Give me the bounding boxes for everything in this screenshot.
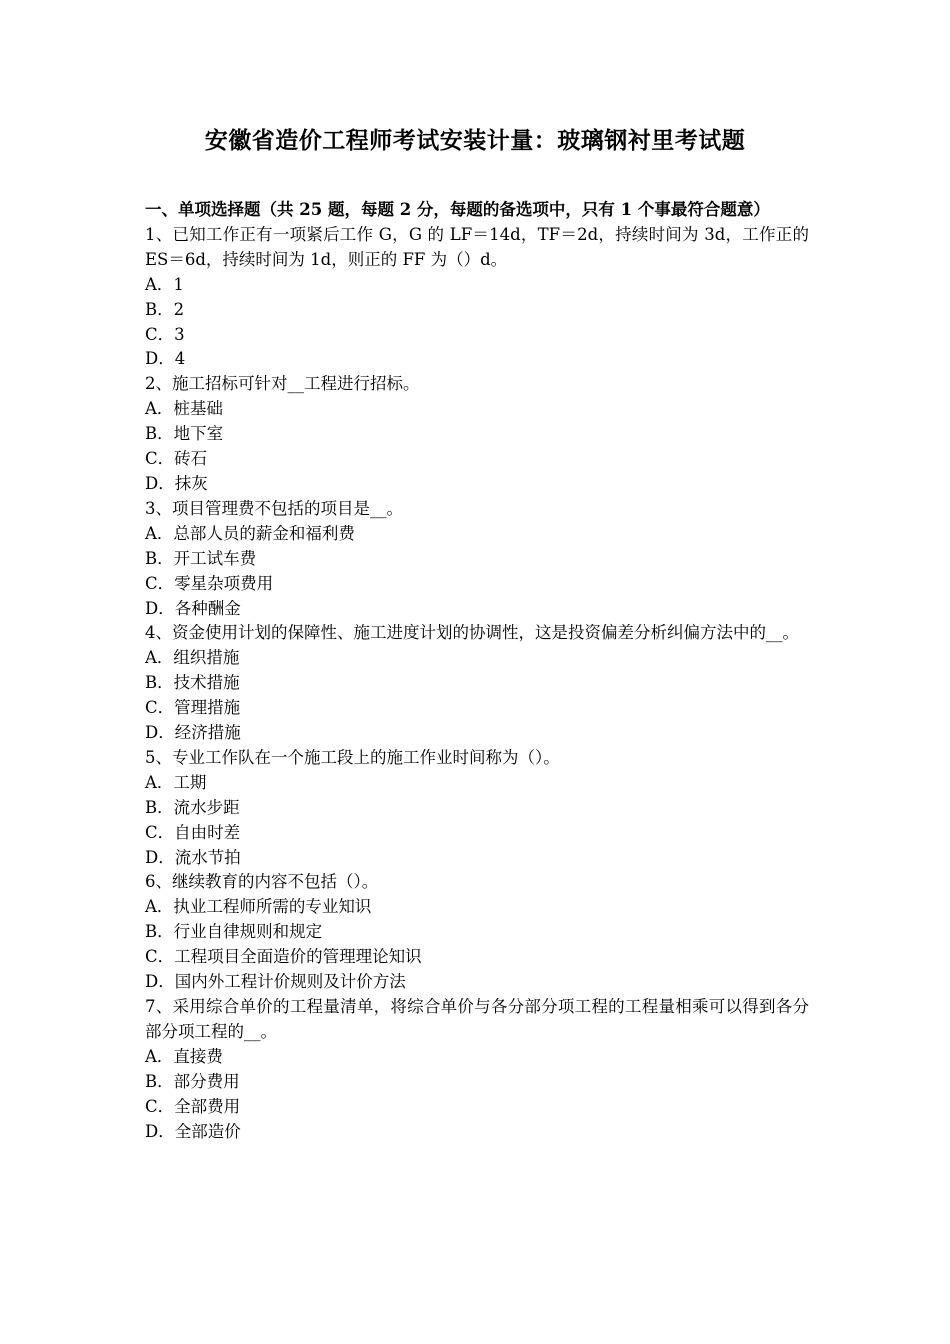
answer-option	[145, 347, 809, 372]
option-letter: D．	[145, 847, 175, 867]
answer-option	[145, 796, 809, 821]
option-text: 1	[173, 274, 184, 294]
answer-option	[145, 447, 809, 472]
option-letter: C．	[145, 324, 175, 344]
question-text: 6、继续教育的内容不包括（）。	[145, 872, 379, 892]
answer-option	[145, 597, 809, 622]
option-letter: D．	[145, 473, 175, 493]
question-item	[145, 995, 809, 1144]
question-text: 5、专业工作队在一个施工段上的施工作业时间称为（）。	[145, 747, 560, 767]
option-text: 管理措施	[174, 698, 241, 718]
answer-option	[145, 547, 809, 572]
answer-option	[145, 696, 809, 721]
option-text: 技术措施	[173, 673, 240, 693]
option-letter: A．	[145, 523, 174, 543]
answer-option	[145, 298, 809, 323]
option-text: 4	[174, 349, 186, 369]
option-text: 工程项目全面造价的管理理论知识	[174, 947, 422, 967]
answer-option	[145, 646, 809, 671]
answer-option	[145, 522, 809, 547]
answer-option	[145, 1045, 809, 1070]
answer-option	[145, 671, 809, 696]
option-text: 全部造价	[174, 1121, 241, 1141]
option-letter: D．	[145, 1121, 175, 1141]
answer-option	[145, 771, 809, 796]
option-letter: C．	[145, 947, 175, 967]
answer-option	[145, 920, 809, 945]
option-text: 地下室	[173, 424, 224, 444]
option-text: 流水节拍	[174, 847, 241, 867]
answer-option	[145, 846, 809, 871]
option-letter: A．	[145, 772, 174, 792]
option-text: 组织措施	[173, 648, 240, 668]
option-text: 部分费用	[173, 1071, 240, 1091]
question-item	[145, 870, 809, 995]
answer-option	[145, 721, 809, 746]
option-letter: A．	[145, 274, 174, 294]
option-text: 全部费用	[174, 1096, 241, 1116]
question-list	[145, 223, 809, 1145]
question-text: 3、项目管理费不包括的项目是__。	[145, 498, 403, 518]
answer-option	[145, 895, 809, 920]
document-body	[145, 198, 809, 1144]
answer-option	[145, 397, 809, 422]
option-text: 总部人员的薪金和福利费	[173, 523, 355, 543]
option-letter: B．	[145, 1071, 174, 1091]
option-text: 抹灰	[174, 473, 208, 493]
option-text: 砖石	[174, 449, 208, 469]
option-letter: C．	[145, 573, 175, 593]
answer-option	[145, 821, 809, 846]
question-item	[145, 497, 809, 622]
option-text: 各种酬金	[174, 598, 241, 618]
answer-option	[145, 945, 809, 970]
question-item	[145, 223, 809, 372]
option-text: 3	[174, 324, 185, 344]
answer-option	[145, 1120, 809, 1145]
answer-option	[145, 970, 809, 995]
option-text: 开工试车费	[173, 548, 257, 568]
option-text: 流水步距	[173, 797, 240, 817]
answer-option	[145, 273, 809, 298]
question-text: 2、施工招标可针对__工程进行招标。	[145, 374, 420, 394]
option-text: 自由时差	[174, 822, 241, 842]
option-text: 直接费	[173, 1046, 223, 1066]
answer-option	[145, 323, 809, 348]
question-text: 4、资金使用计划的保障性、施工进度计划的协调性，这是投资偏差分析纠偏方法中的__。	[145, 623, 799, 643]
answer-option	[145, 472, 809, 497]
answer-option	[145, 422, 809, 447]
option-letter: B．	[145, 548, 174, 568]
question-item	[145, 621, 809, 746]
option-letter: A．	[145, 1046, 174, 1066]
option-letter: C．	[145, 822, 175, 842]
option-letter: C．	[145, 449, 175, 469]
question-text: 1、已知工作正有一项紧后工作 G，G 的 LF＝14d，TF＝2d，持续时间为 3d，工作正的 ES＝6d，持续时间为 1d，则正的 FF 为（）d。	[145, 224, 809, 269]
option-text: 零星杂项费用	[174, 573, 274, 593]
option-letter: D．	[145, 972, 175, 992]
option-letter: D．	[145, 598, 175, 618]
option-letter: D．	[145, 349, 175, 369]
option-text: 国内外工程计价规则及计价方法	[174, 972, 406, 992]
option-letter: A．	[145, 897, 174, 917]
option-letter: C．	[145, 698, 175, 718]
answer-option	[145, 572, 809, 597]
option-letter: B．	[145, 797, 174, 817]
answer-option	[145, 1095, 809, 1120]
answer-option	[145, 1070, 809, 1095]
option-text: 执业工程师所需的专业知识	[173, 897, 372, 917]
question-item	[145, 372, 809, 497]
option-letter: B．	[145, 922, 174, 942]
option-letter: B．	[145, 299, 174, 319]
option-text: 经济措施	[174, 723, 241, 743]
question-item	[145, 746, 809, 871]
option-text: 2	[173, 299, 185, 319]
option-letter: B．	[145, 424, 174, 444]
option-text: 行业自律规则和规定	[173, 922, 323, 942]
question-text: 7、采用综合单价的工程量清单，将综合单价与各分部分项工程的工程量相乘可以得到各分部分项工程的__。	[145, 997, 809, 1041]
option-text: 桩基础	[173, 399, 223, 419]
option-letter: D．	[145, 723, 175, 743]
page-title: 安徽省造价工程师考试安装计量：玻璃钢衬里考试题	[204, 127, 746, 154]
option-letter: B．	[145, 673, 174, 693]
option-letter: A．	[145, 648, 174, 668]
option-letter: C．	[145, 1096, 175, 1116]
section-heading: 一、单项选择题（共 25 题，每题 2 分，每题的备选项中，只有 1 个事最符合题意）	[145, 200, 770, 219]
option-text: 工期	[173, 772, 207, 792]
option-letter: A．	[145, 399, 174, 419]
